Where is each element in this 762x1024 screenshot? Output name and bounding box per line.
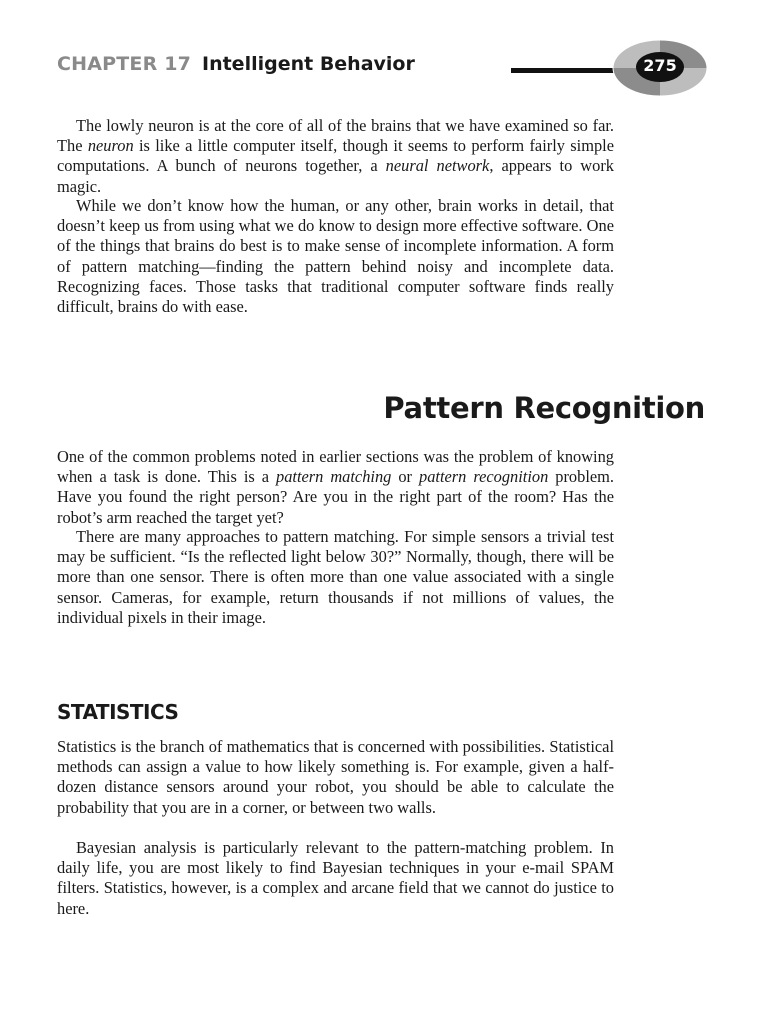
statistics-paragraph-1: Statistics is the branch of mathematics that is concerned with possibilities. Statistical methods can assign a value to how likely something is. For example, given a half-dozen distance sensors around your robot, you should be able to calculate the probability that you are in a corner, or between two walls. <box>57 737 614 817</box>
pattern-paragraph-1: One of the common problems noted in earlier sections was the problem of knowing when a task is done. This is a pattern matching or pattern recognition problem. Have you found the right person? Are you in the right part of the room? Has the robot’s arm reached the target yet? <box>57 447 615 527</box>
pattern-paragraph-2: There are many approaches to pattern matching. For simple sensors a trivial test may be sufficient. “Is the reflected light below 30?” Normally, though, there will be more than one sensor. There is often more than one value associated with a single sensor. Cameras, for example, return thousands if not millions of values, the individual pixels in their image. <box>57 527 614 627</box>
running-header-chapter: CHAPTER 17 <box>57 53 192 75</box>
intro-paragraph-2: While we don’t know how the human, or any other, brain works in detail, that doesn’t keep us from using what we do know to design more effective software. One of the things that brains do best is to make sense of incomplete information. A form of pattern matching—finding the pattern behind noisy and incomplete data. Recognizing faces. Those tasks that traditional computer software finds really difficult, brains do with ease. <box>57 196 614 317</box>
intro-paragraph-1: The lowly neuron is at the core of all of the brains that we have examined so far. The neuron is like a little computer itself, though it seems to perform fairly simple computations. A bunch of neurons together, a neural network, appears to work magic. <box>57 116 614 196</box>
section-heading: Pattern Recognition <box>383 391 705 425</box>
running-header-title: Intelligent Behavior <box>202 53 415 75</box>
page-number: 275 <box>643 56 677 75</box>
statistics-paragraph-2: Bayesian analysis is particularly relevant to the pattern-matching problem. In daily life, you are most likely to find Bayesian techniques in your e-mail SPAM filters. Statistics, however, is a complex and arcane field that we cannot do justice to here. <box>57 838 614 918</box>
subsection-heading: STATISTICS <box>57 700 179 724</box>
